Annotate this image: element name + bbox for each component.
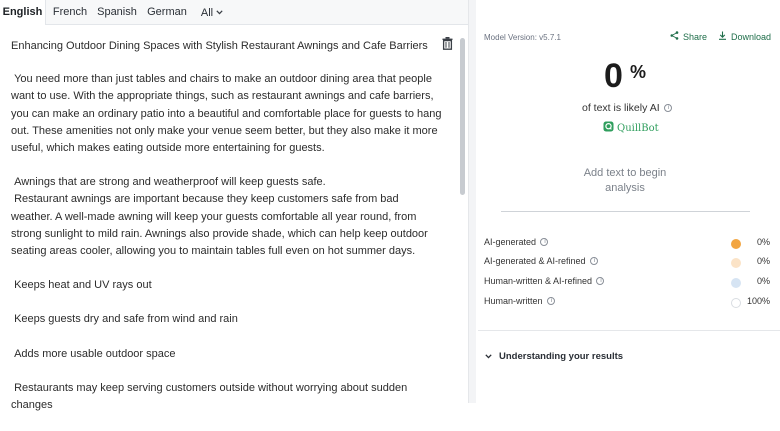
legend-row-human-written	[484, 296, 770, 310]
legend-row-ai-generated	[484, 237, 770, 251]
editor-content[interactable]	[11, 38, 443, 431]
chevron-down-icon	[485, 351, 492, 362]
ai-score-caption	[582, 102, 672, 114]
legend-text: Human-written	[484, 296, 543, 306]
tab-all-dropdown[interactable]	[196, 0, 228, 25]
analysis-prompt: Add text to begin analysis	[583, 167, 667, 194]
list-item: Keeps heat and UV rays out	[11, 279, 152, 292]
tab-german[interactable]: German	[147, 6, 187, 18]
legend-value: 0%	[756, 237, 770, 247]
model-version: Model Version: v5.7.1	[484, 33, 561, 42]
info-icon[interactable]	[596, 277, 604, 285]
legend-value: 0%	[756, 276, 770, 286]
language-tabs	[0, 0, 468, 25]
panel-divider	[468, 0, 476, 403]
info-icon[interactable]	[547, 297, 555, 305]
download-icon	[718, 31, 727, 42]
legend-label	[484, 256, 598, 266]
ai-score-unit: %	[630, 62, 647, 82]
legend-swatch	[731, 258, 741, 268]
tab-french[interactable]: French	[52, 6, 88, 18]
legend-text: AI-generated	[484, 237, 537, 247]
list-item: Adds more usable outdoor space	[11, 347, 176, 360]
share-icon	[670, 31, 679, 42]
paragraph: Restaurants may keep serving customers outside without worrying about sudden changes	[11, 381, 411, 412]
share-button[interactable]	[670, 31, 707, 42]
legend-label	[484, 296, 555, 306]
chevron-down-icon	[216, 0, 223, 25]
info-icon[interactable]	[590, 257, 598, 265]
quillbot-icon	[603, 121, 614, 135]
paragraph: Restaurant awnings are important because they keep customers safe from bad weather. A well-made awning will keep your guests comfortable all year round, from strong sunlight to mild rain. Awnings also provide shade, which can help keep outdoor seating areas cooler, allowing you to maintain tables full even on hot summer days.	[11, 193, 431, 258]
share-label: Share	[683, 31, 708, 42]
paragraph: You need more than just tables and chairs to make an outdoor dining area that people want to use. With the appropriate things, such as restaurant awnings and cafe barriers, you can make an ordinary patio into a beautiful and comfortable place for guests to hang out. These amenities not only make your venue seem better, but they also make it more useful, which makes eating outside more entertaining for guests.	[11, 73, 445, 155]
legend-row-ai-generated-refined	[484, 256, 770, 270]
legend-value: 100%	[746, 296, 770, 306]
legend-row-human-written-refined	[484, 276, 770, 290]
quillbot-logo	[603, 121, 659, 135]
tab-english[interactable]: English	[0, 0, 46, 25]
legend-swatch	[731, 239, 741, 249]
info-icon[interactable]	[664, 104, 672, 112]
document-title: Enhancing Outdoor Dining Spaces with Stylish Restaurant Awnings and Cafe Barriers	[11, 40, 428, 52]
quillbot-wordmark: QuillBot	[617, 122, 659, 134]
legend-swatch	[731, 278, 741, 288]
legend-swatch	[731, 298, 741, 308]
legend-text: Human-written & AI-refined	[484, 276, 593, 286]
editor-scrollbar[interactable]	[460, 38, 465, 195]
text-editor[interactable]	[0, 25, 468, 412]
tab-spanish[interactable]: Spanish	[97, 6, 137, 18]
legend-label	[484, 237, 548, 247]
ai-score-caption-text: of text is likely AI	[582, 102, 660, 114]
legend-text: AI-generated & AI-refined	[484, 256, 586, 266]
results-panel	[477, 25, 780, 403]
trash-icon[interactable]	[442, 37, 454, 50]
understanding-results-label: Understanding your results	[499, 351, 624, 362]
subheading: Awnings that are strong and weatherproof will keep guests safe.	[11, 176, 326, 189]
tab-all-label: All	[200, 7, 214, 19]
legend-value: 0%	[756, 256, 770, 266]
divider	[478, 330, 780, 331]
divider	[501, 211, 750, 212]
list-item: Keeps guests dry and safe from wind and rain	[11, 313, 238, 326]
download-label: Download	[731, 31, 772, 42]
info-icon[interactable]	[540, 238, 548, 246]
legend-label	[484, 276, 604, 286]
download-button[interactable]	[718, 31, 771, 42]
ai-score-value: 0	[604, 57, 623, 95]
understanding-results-toggle[interactable]	[485, 351, 623, 362]
